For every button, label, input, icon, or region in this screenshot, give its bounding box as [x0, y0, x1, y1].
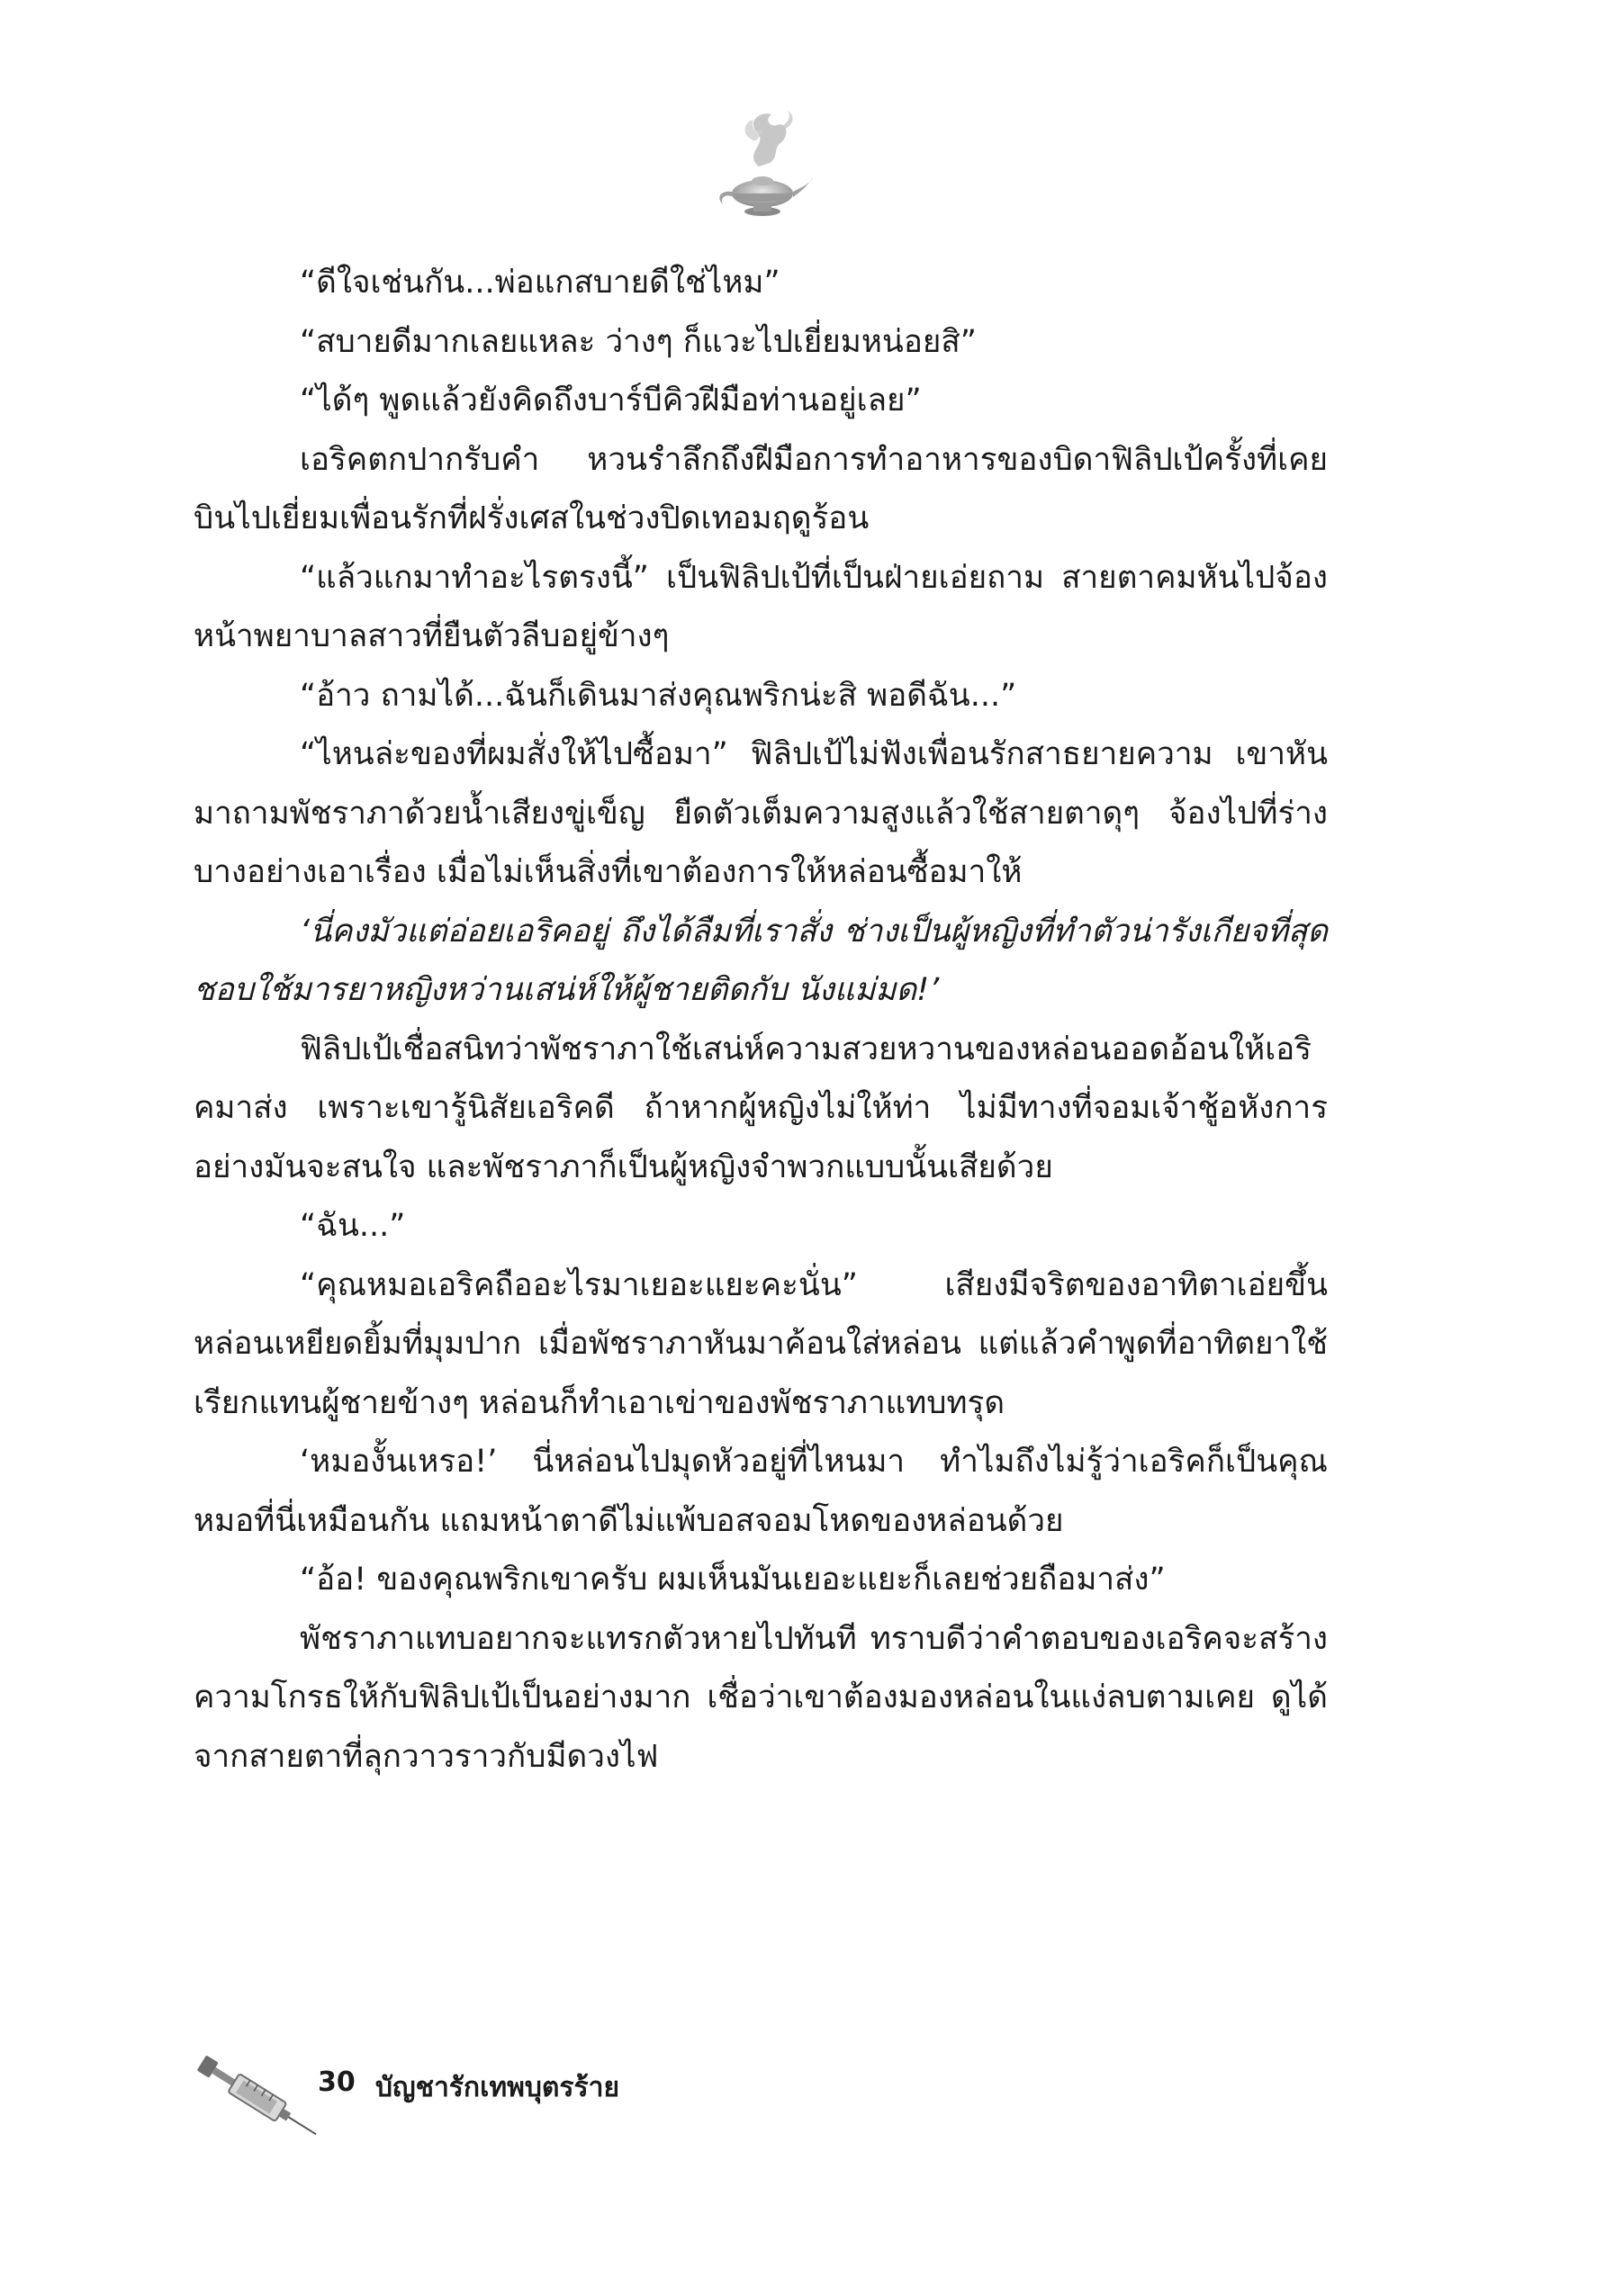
paragraph: เอริคตกปากรับคำ หวนรำลึกถึงฝีมือการทำอาหารของบิดาฟิลิปเป้ครั้งที่เคยบินไปเยี่ยมเพื่อนรักที่ฝรั่งเศสในช่วงปิดเทอมฤดูร้อน [194, 441, 1328, 536]
paragraph-inner-thought: ‘นี่คงมัวแต่อ่อยเอริคอยู่ ถึงได้ลืมที่เราสั่ง ช่างเป็นผู้หญิงที่ทำตัวน่ารังเกียจที่สุด ชอบใช้มารยาหญิงหว่านเสน่ห์ให้ผู้ชายติดกับ นังแม่มด!’ [194, 913, 1328, 1008]
paragraph: ฟิลิปเป้เชื่อสนิทว่าพัชราภาใช้เสน่ห์ความสวยหวานของหล่อนออดอ้อนให้เอริคมาส่ง เพราะเขารู้นิสัยเอริคดี ถ้าหากผู้หญิงไม่ให้ท่า ไม่มีทางที่จอมเจ้าชู้อหังการอย่างมันจะสนใจ และพัชราภาก็เป็นผู้หญิงจำพวกแบบนั้นเสียด้วย [194, 1031, 1328, 1185]
paragraph: “อ้อ! ของคุณพริกเขาครับ ผมเห็นมันเยอะแยะก็เลยช่วยถือมาส่ง” [300, 1562, 1166, 1598]
paragraph: “ดีใจเช่นกัน...พ่อแกสบายดีใช่ไหม” [300, 265, 780, 301]
paragraph: “ไหนล่ะของที่ผมสั่งให้ไปซื้อมา” ฟิลิปเป้ไม่ฟังเพื่อนรักสาธยายความ เขาหันมาถามพัชราภาด้วยน้ำเสียงขู่เข็ญ ยืดตัวเต็มความสูงแล้วใช้สายตาดุๆ จ้องไปที่ร่างบางอย่างเอาเรื่อง เมื่อไม่เห็นสิ่งที่เขาต้องการให้หล่อนซื้อมาให้ [194, 736, 1328, 890]
paragraph: “อ้าว ถามได้...ฉันก็เดินมาส่งคุณพริกน่ะสิ พอดีฉัน...” [300, 677, 1017, 714]
page-footer [185, 2043, 815, 2151]
paragraph: “แล้วแกมาทำอะไรตรงนี้” เป็นฟิลิปเป้ที่เป็นฝ่ายเอ่ยถาม สายตาคมหันไปจ้องหน้าพยาบาลสาวที่ยืนตัวลีบอยู่ข้างๆ [194, 559, 1328, 654]
book-title: บัญชารักเทพบุตรร้าย [375, 2072, 620, 2103]
paragraph: “ฉัน...” [300, 1208, 406, 1244]
genie-lamp-icon [707, 104, 815, 225]
paragraph: “คุณหมอเอริคถืออะไรมาเยอะแยะคะนั่น” เสียงมีจริตของอาทิตาเอ่ยขึ้นหล่อนเหยียดยิ้มที่มุมปาก เมื่อพัชราภาหันมาค้อนใส่หล่อน แต่แล้วคำพูดที่อาทิตยาใช้เรียกแทนผู้ชายข้างๆ หล่อนก็ทำเอาเข่าของพัชราภาแทบทรุด [194, 1266, 1328, 1421]
paragraph: ‘หมองั้นเหรอ!’ นี่หล่อนไปมุดหัวอยู่ที่ไหนมา ทำไมถึงไม่รู้ว่าเอริคก็เป็นคุณหมอที่นี่เหมือนกัน แถมหน้าตาดีไม่แพ้บอสจอมโหดของหล่อนด้วย [194, 1444, 1328, 1539]
syringe-icon [185, 2043, 329, 2151]
chapter-text [194, 254, 1328, 1787]
paragraph: “สบายดีมากเลยแหละ ว่างๆ ก็แวะไปเยี่ยมหน่อยสิ” [300, 323, 977, 360]
paragraph: พัชราภาแทบอยากจะแทรกตัวหายไปทันที ทราบดีว่าคำตอบของเอริคจะสร้างความโกรธให้กับฟิลิปเป้เป็นอย่างมาก เชื่อว่าเขาต้องมองหล่อนในแง่ลบตามเคย ดูได้จากสายตาที่ลุกวาวราวกับมีดวงไฟ [194, 1620, 1328, 1775]
page-number: 30 [318, 2066, 356, 2098]
paragraph: “ได้ๆ พูดแล้วยังคิดถึงบาร์บีคิวฝีมือท่านอยู่เลย” [300, 383, 922, 419]
